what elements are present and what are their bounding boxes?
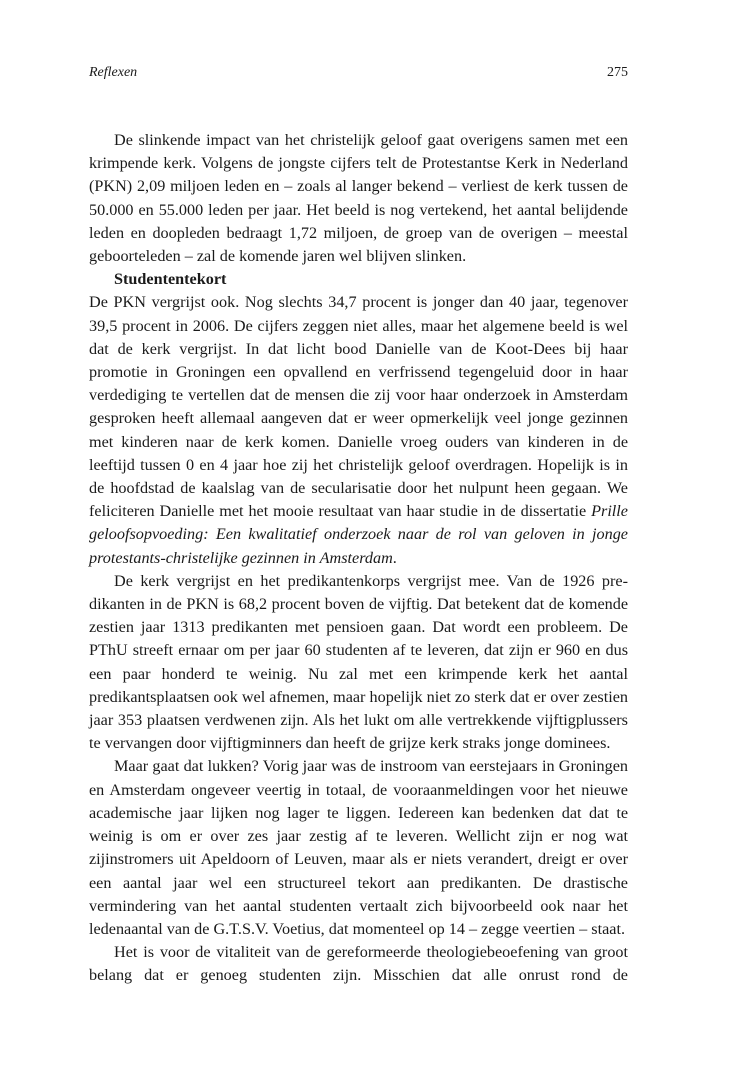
paragraph-3: De kerk vergrijst en het predikantenkorps vergrijst mee. Van de 1926 predikanten in de PKN is 68,2 procent boven de vijftig. Dat betekent dat de komende zestien jaar 1313 predikanten met pensioen gaan. Dat wordt een probleem. De PThU streeft ernaar om per jaar 60 studenten af te leveren, dat zijn er 960 en dus een paar honderd te weinig. Nu zal met een krimpende kerk het aantal predikantsplaatsen ook wel afnemen, maar hopelijk niet zo sterk dat er over zestien jaar 353 plaatsen verdwenen zijn. Als het lukt om alle vertrekkende vijftigplussers te vervangen door vijftigminners dan heeft de grijze kerk straks jonge dominees. [89,571,628,753]
running-title: Reflexen [89,65,138,80]
paragraph-5: Het is voor de vitaliteit van de gereformeerde theologiebeoefening van groot belang dat er genoeg studenten zijn. Misschien dat alle onrust rond de [89,943,628,985]
paragraph-2 [89,291,628,569]
section-heading: Studententekort [114,270,227,289]
dissertation-title: Prille geloofsopvoeding: Een kwalitatief onderzoek naar de rol van geloven in jonge protestants-christelijke gezinnen in Amsterdam [89,502,628,567]
page-number: 275 [607,65,628,80]
paragraph-4: Maar gaat dat lukken? Vorig jaar was de instroom van eerstejaars in Groningen en Amsterdam ongeveer veertig in totaal, de vooraanmeldingen voor het nieuwe academische jaar lijken nog lager te liggen. Iedereen kan bedenken dat dat te weinig is om er over zes jaar zestig af te leveren. Wellicht zijn er nog wat zijinstromers uit Apeldoorn of Leuven, maar als er niets verandert, dreigt er over een aantal jaar wel een structureel tekort aan predikanten. De drastische vermindering van het aantal studenten vertaalt zich bijvoorbeeld ook naar het ledenaantal van de G.T.S.V. Voetius, dat momenteel op 14 – zegge veertien – staat. [89,757,628,938]
paragraph-2-text: De PKN vergrijst ook. Nog slechts 34,7 procent is jonger dan 40 jaar, tegenover 39,5 procent in 2006. De cijfers zeggen niet alles, maar het algemene beeld is wel dat de kerk vergrijst. In dat licht bood Danielle van de Koot-Dees bij haar promotie in Groningen een opvallend en verfrissend tegengeluid door in haar verdediging te vertellen dat de mensen die zij voor haar onderzoek in Amsterdam gesproken heeft allemaal aangeven dat er weer opmerkelijk veel jonge gezinnen met kinderen naar de kerk komen. Danielle vroeg ouders van kinderen in de leeftijd tussen 0 en 4 jaar hoe zij het christelijk geloof overdragen. Hopelijk is in de hoofdstad de kaalslag van de secularisatie door het nulpunt heen gegaan. We feliciteren Danielle met het mooie resultaat van haar studie in de dissertatie [89,293,628,521]
article-body [89,129,628,988]
paragraph-1: De slinkende impact van het christelijk geloof gaat overigens samen met een krimpende kerk. Volgens de jongste cijfers telt de Protestantse Kerk in Nederland (PKN) 2,09 miljoen leden en – zoals al langer bekend – verliest de kerk tussen de 50.000 en 55.000 leden per jaar. Het beeld is nog vertekend, het aantal belijdende leden en doopleden bedraagt 1,72 miljoen, de groep van de overigen – meestal geboorteleden – zal de komende jaren wel blijven slinken. [89,131,628,266]
paragraph-2-end: . [392,548,397,567]
